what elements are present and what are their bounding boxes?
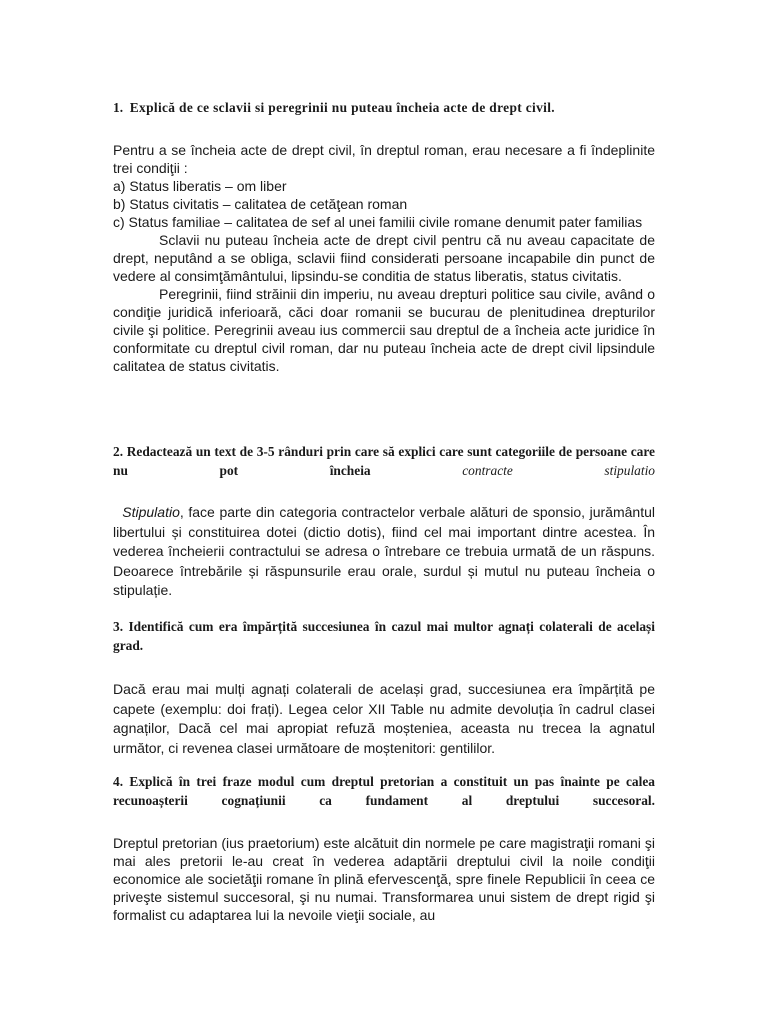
condition-c: c) Status familiae – calitatea de sef al unei familii civile romane denumit pater familias bbox=[113, 214, 643, 230]
answer-3: Dacă erau mai mulți agnați colaterali de același grad, succesiunea era împărțită pe capete (exemplu: doi frați). Legea celor XII Table nu admite devoluția în cadrul clasei agnaților, Dacă cel mai apropiat refuză moșteniea, aceasta nu trecea la agnatul următor, ci revenea clasei următoare de moștenitori: gentililor. bbox=[113, 681, 655, 756]
answer-1-intro: Pentru a se încheia acte de drept civil, în dreptul roman, erau necesare a fi îndeplinite trei condiţii : bbox=[113, 142, 655, 176]
question-1-number: 1. bbox=[113, 100, 124, 115]
question-3-number: 3. bbox=[113, 619, 124, 634]
question-4 bbox=[113, 772, 655, 810]
question-1 bbox=[113, 98, 655, 117]
question-4-text: Explică în trei fraze modul cum dreptul pretorian a constituit un pas înainte pe calea recunoașterii cognațiunii ca fundament al dreptului succesoral. bbox=[113, 774, 655, 808]
answer-4: Dreptul pretorian (ius praetorium) este alcătuit din normele pe care magistraţii romani şi mai ales pretorii le-au creat în vederea adaptării dreptului civil la noile condiţii economice ale societăţii romane în plină efervescenţă, spre finele Republicii în ceea ce priveşte sistemul succesoral, şi nu numai. Transformarea unui sistem de drept rigid şi formalist cu adaptarea lui la nevoile vieţii sociale, au bbox=[113, 835, 655, 923]
question-3-text: Identifică cum era împărțită succesiunea în cazul mai multor agnați colaterali de același grad. bbox=[113, 619, 655, 653]
question-3 bbox=[113, 617, 655, 655]
condition-b: b) Status civitatis – calitatea de cetăţean roman bbox=[113, 196, 408, 212]
question-2 bbox=[113, 442, 655, 480]
question-2-text: Redactează un text de 3-5 rânduri prin care să explici care sunt categoriile de persoane care nu pot încheia bbox=[113, 444, 655, 478]
question-2-italic: contracte stipulatio bbox=[462, 463, 655, 478]
answer-1 bbox=[113, 141, 655, 375]
answer-2-text: , face parte din categoria contractelor verbale alături de sponsio, jurământul libertului și constituirea dotei (dictio dotis), fiind cel mai important dintre acestea. În vederea încheierii contractului se adresa o întrebare ce trebuia urmată de un răspuns. Deoarece întrebările și răspunsurile erau orale, surdul și mutul nu puteau încheia o stipulație. bbox=[113, 504, 655, 598]
answer-1-peregrini: Peregrinii, fiind străinii din imperiu, nu aveau drepturi politice sau civile, având o condiţie juridică inferioară, căci doar romanii se bucurau de plenitudinea drepturilor civile şi politice. Peregrinii aveau ius commercii sau dreptul de a încheia acte juridice în conformitate cu dreptul civil roman, dar nu puteau încheia acte de drept civil lipsindule calitatea de status civitatis. bbox=[113, 286, 655, 374]
question-2-number: 2. bbox=[113, 444, 124, 459]
condition-a: a) Status liberatis – om liber bbox=[113, 178, 287, 194]
question-4-number: 4. bbox=[113, 774, 124, 789]
answer-2-term: Stipulatio bbox=[122, 504, 180, 520]
answer-1-slaves: Sclavii nu puteau încheia acte de drept civil pentru că nu aveau capacitate de drept, neputând a se obliga, sclavii fiind considerati persoane incapabile din punct de vedere al consimţământului, lipsindu-se conditia de status liberatis, status civitatis. bbox=[113, 232, 655, 284]
question-1-text: Explică de ce sclavii si peregrinii nu puteau încheia acte de drept civil. bbox=[129, 100, 556, 115]
answer-2 bbox=[113, 503, 655, 601]
